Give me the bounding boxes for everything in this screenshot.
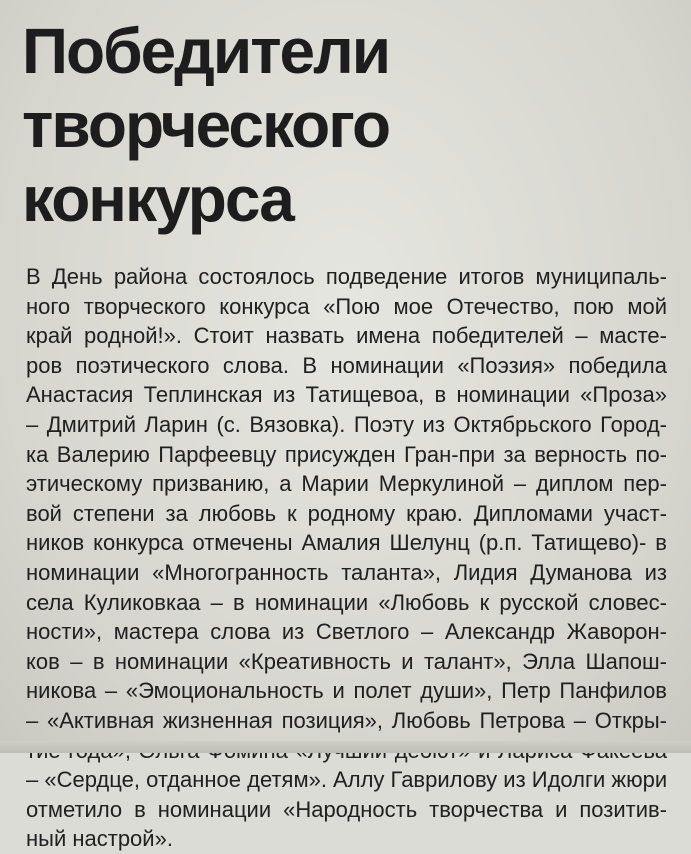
body-line: край родной!». Стоит назвать имена победителей – масте- <box>26 323 667 349</box>
body-line: ного творческого конкурса «Пою мое Отечество, пою мой <box>26 293 667 319</box>
article-body <box>26 262 667 854</box>
body-line: ный настрой». <box>26 826 173 852</box>
body-line: ков – в номинации «Креативность и талант», Элла Шапош- <box>26 648 667 674</box>
body-line: этическому призванию, а Марии Меркулиной – диплом пер- <box>26 471 667 497</box>
headline-line-1: Победители <box>22 15 390 87</box>
body-line: Анастасия Теплинская из Татищевоа, в номинации «Проза» <box>26 382 667 408</box>
article-headline <box>22 14 667 236</box>
body-line: ников конкурса отмечены Амалия Шелунц (р.п. Татищево)- в <box>26 530 667 556</box>
body-line: никова – «Эмоциональность и полет души», Петр Панфилов <box>26 678 667 704</box>
body-line: – «Сердце, отданное детям». Аллу Гаврилову из Идолги жюри <box>26 767 667 793</box>
body-line: номинации «Многогранность таланта», Лидия Думанова из <box>26 559 667 585</box>
body-line: отметило в номинации «Народность творчества и позитив- <box>26 796 667 822</box>
headline-line-2: творческого конкурса <box>22 89 390 235</box>
body-line: – «Активная жизненная позиция», Любовь Петрова – Откры- <box>26 707 667 733</box>
body-line: ности», мастера слова из Светлого – Александр Жаворон- <box>26 619 667 645</box>
body-line: вой степени за любовь к родному краю. Дипломами участ- <box>26 500 667 526</box>
body-line: В День района состоялось подведение итогов муниципаль- <box>26 264 667 289</box>
body-line: – Дмитрий Ларин (с. Вязовка). Поэту из Октябрьского Город- <box>26 411 667 437</box>
clipping-edge <box>0 741 691 753</box>
body-line: ров поэтического слова. В номинации «Поэзия» победила <box>26 352 667 378</box>
body-line: ка Валерию Парфеевцу присужден Гран-при за верность по- <box>26 441 667 467</box>
body-line: села Куликовкаа – в номинации «Любовь к русской словес- <box>26 589 667 615</box>
